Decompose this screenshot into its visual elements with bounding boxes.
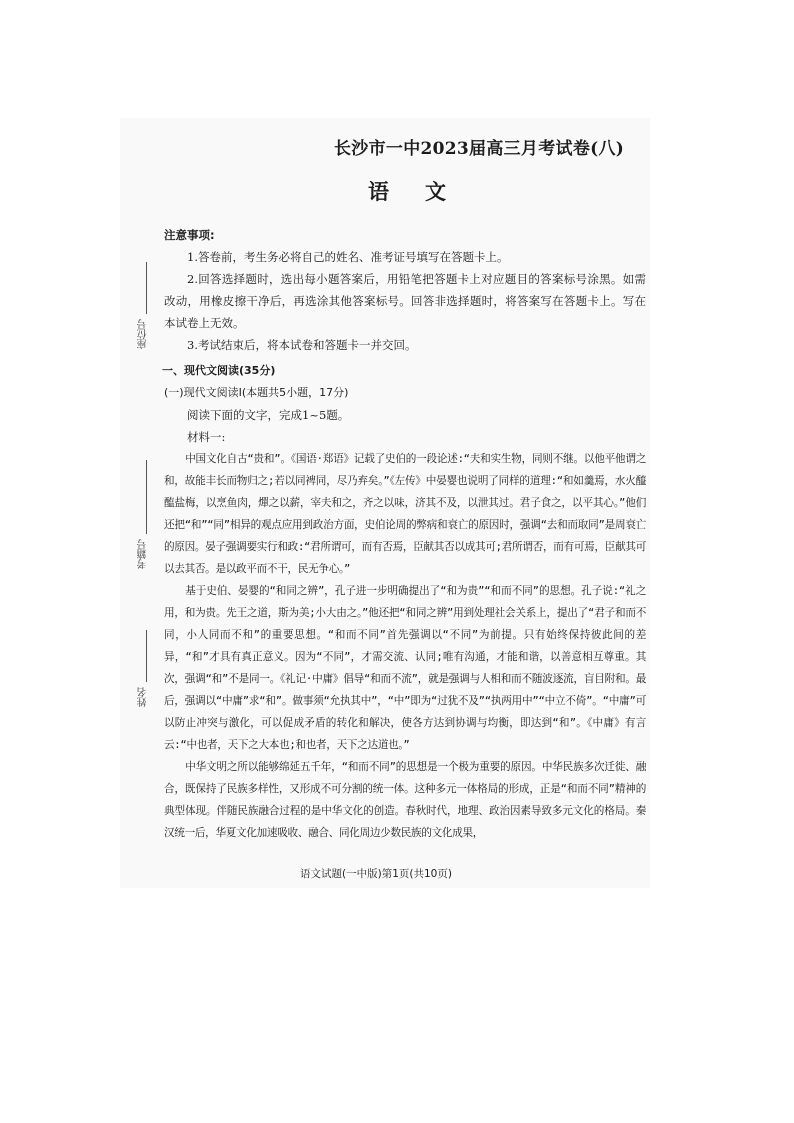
passage-paragraph: 中国文化自古“贵和”。《国语·郑语》记载了史伯的一段论述:“夫和实生物，同则不继。以他平他谓之和，故能丰长而物归之;若以同裨同，尽乃弃矣。”《左传》中晏婴也说明了同样的道理:“和如羹焉，水火醯醢盐梅，以烹鱼肉，燀之以薪，宰夫和之，齐之以味，济其不及，以泄其过。君子食之，以平其心。”他们还把“和”“同”相异的观点应用到政治方面，史伯论周的弊病和衰亡的原因时，强调“去和而取同”是周衰亡的原因。晏子强调要实行和政:“君所谓可，而有否焉，臣献其否以成其可;君所谓否，而有可焉，臣献其可以去其否。是以政平而不干，民无争心。” xyxy=(164,453,646,575)
binding-line-middle xyxy=(146,460,147,534)
exam-content xyxy=(164,224,646,844)
notes-section xyxy=(164,224,646,356)
passage-paragraph: 基于史伯、晏婴的“和同之辨”，孔子进一步明确提出了“和为贵”“和而不同”的思想。孔子说:“礼之用，和为贵。先王之道，斯为美;小大由之。”他还把“和同之辨”用到处理社会关系上，提出了“君子和而不同，小人同而不和”的重要思想。“和而不同”首先强调以“不同”为前提。只有始终保持彼此间的差异，“和”才具有真正意义。因为“不同”，才需交流、认同;唯有沟通，才能和谐，以善意相互尊重。其次，强调“和”不是同一。《礼记·中庸》倡导“和而不流”，就是强调与人相和而不随波逐流，盲目附和。最后，强调以“中庸”求“和”。做事须“允执其中”，“中”即为“过犹不及”“执两用中”“中立不倚”。“中庸”可以防止冲突与激化，可以促成矛盾的转化和解决，使各方达到协调与均衡，即达到“和”。《中庸》有言云:“中也者，天下之大本也;和也者，天下之达道也。” xyxy=(164,585,646,751)
name-label: 姓名 xyxy=(138,687,149,707)
note-item: 3.考试结束后，将本试卷和答题卡一并交回。 xyxy=(187,338,417,352)
subject-title: 语文 xyxy=(368,179,482,204)
section-heading: 一、现代文阅读(35分) xyxy=(162,364,276,377)
passage-paragraph: 中华文明之所以能够绵延五千年，“和而不同”的思想是一个极为重要的原因。中华民族多次迁徙、融合，既保持了民族多样性，又形成不可分割的统一体。这种多元一体格局的形成，正是“和而不同”精神的典型体现。伴随民族融合过程的是中华文化的创造。春秋时代，地理、政治因素导致多元文化的格局。秦汉统一后，华夏文化加速吸收、融合、同化周边少数民族的文化成果， xyxy=(164,761,646,839)
notes-heading: 注意事项: xyxy=(164,228,215,242)
exam-title: 长沙市一中2023届高三月考试卷(八) xyxy=(334,139,625,159)
note-item: 1.答卷前，考生务必将自己的姓名、准考证号填写在答题卡上。 xyxy=(187,250,509,264)
section-subheading: (一)现代文阅读Ⅰ(本题共5小题，17分) xyxy=(164,386,349,399)
seat-number-label: 座位号 xyxy=(138,319,149,349)
material-label: 材料一: xyxy=(187,430,226,444)
note-item: 2.回答选择题时，选出每小题答案后，用铅笔把答题卡上对应题目的答案标号涂黑。如需改动，用橡皮擦干净后，再选涂其他答案标号。回答非选择题时，将答案写在答题卡上。写在本试卷上无效。 xyxy=(164,272,646,330)
exam-id-label: 考籍号 xyxy=(138,539,149,569)
reading-instruction: 阅读下面的文字，完成1~5题。 xyxy=(187,408,350,422)
reading-passage xyxy=(164,448,646,844)
page-footer: 语文试题(一中版)第1页(共10页) xyxy=(300,868,452,880)
binding-line-lower xyxy=(146,630,147,682)
binding-line-top xyxy=(146,262,147,314)
